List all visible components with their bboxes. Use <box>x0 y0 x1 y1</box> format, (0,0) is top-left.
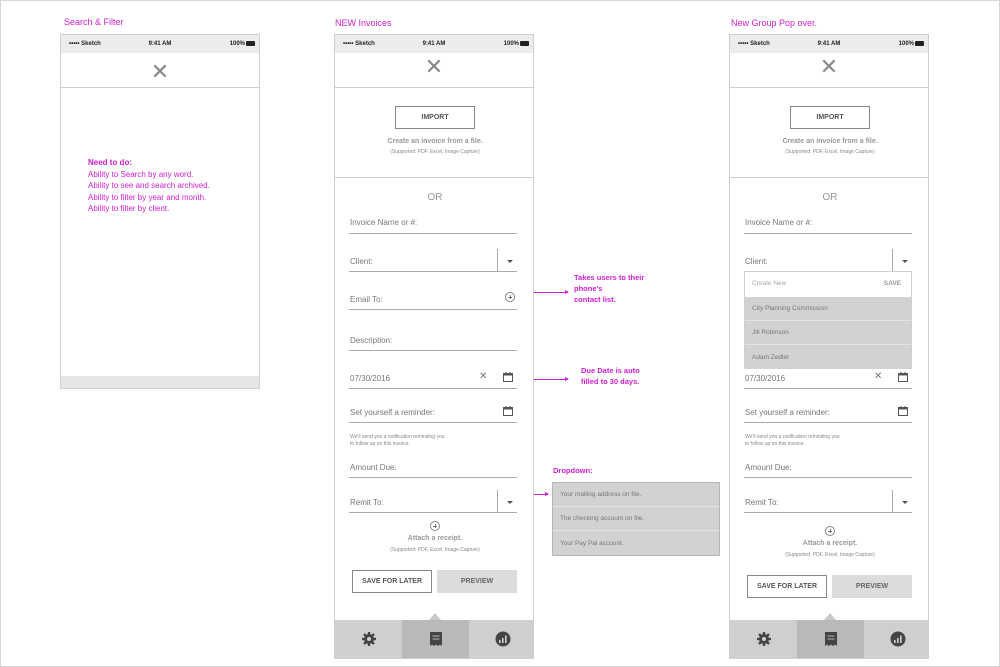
create-new-input[interactable]: Create New <box>752 280 787 287</box>
preview-button[interactable]: PREVIEW <box>832 575 912 598</box>
due-date-annotation <box>581 365 640 387</box>
or-label: OR <box>427 192 443 203</box>
import-divider <box>335 177 533 178</box>
bottom-bar <box>61 376 260 389</box>
email-field[interactable]: Email To: <box>350 295 383 304</box>
calendar-icon[interactable] <box>898 406 908 416</box>
dropdown-separator <box>892 249 893 271</box>
field-underline <box>744 233 912 234</box>
field-underline <box>349 350 517 351</box>
annotation-arrow <box>534 292 568 293</box>
tab-invoices[interactable] <box>797 620 864 658</box>
invoice-name-field[interactable]: Invoice Name or #: <box>350 218 418 227</box>
import-title: Create an invoice from a file. <box>782 138 878 145</box>
amount-due-field[interactable]: Amount Due: <box>745 463 792 472</box>
status-bar <box>335 35 533 53</box>
field-underline <box>744 422 912 423</box>
tab-stats[interactable] <box>864 620 929 658</box>
field-underline <box>349 422 517 423</box>
status-bar <box>730 35 928 53</box>
reminder-note: to follow up on this invoice. <box>350 441 410 447</box>
dropdown-separator <box>892 490 893 512</box>
reminder-note: We'll send you a notification reminding you <box>745 434 840 440</box>
reminder-field[interactable]: Set yourself a reminder: <box>745 408 830 417</box>
carrier-label: ••••• Sketch <box>69 41 101 47</box>
dropdown-title: Dropdown: <box>553 466 593 475</box>
field-underline <box>349 512 517 513</box>
preview-button[interactable]: PREVIEW <box>437 570 517 593</box>
attach-receipt-icon[interactable] <box>825 526 835 536</box>
status-bar <box>61 35 259 53</box>
header-divider <box>61 87 259 88</box>
carrier-label: ••••• Sketch <box>343 41 375 47</box>
annotation-line: Takes users to their <box>574 273 645 282</box>
new-group-popover-screen <box>729 34 929 659</box>
due-date-field[interactable]: 07/30/2016 <box>350 374 391 383</box>
battery-icon <box>246 41 255 46</box>
todo-notes <box>88 157 210 215</box>
tab-settings[interactable] <box>730 620 797 658</box>
attach-supported: (Supported: PDF, Excel, Image Capture) <box>390 547 480 553</box>
new-invoice-screen <box>334 34 534 659</box>
carrier-label: ••••• Sketch <box>738 41 770 47</box>
todo-item: Ability to filter by year and month. <box>88 192 207 202</box>
close-icon[interactable]: ✕ <box>424 54 444 79</box>
client-field[interactable]: Client: <box>745 257 768 266</box>
battery-label: 100% <box>229 41 245 47</box>
field-underline <box>349 309 517 310</box>
stats-icon <box>495 631 511 647</box>
calendar-icon[interactable] <box>898 372 908 382</box>
import-supported: (Supported: PDF, Excel, Image Capture) <box>390 149 480 155</box>
invoice-icon <box>429 631 443 647</box>
chevron-down-icon[interactable] <box>507 501 513 504</box>
battery-label: 100% <box>898 41 914 47</box>
attach-supported: (Supported: PDF, Excel, Image Capture) <box>785 552 875 558</box>
annotation-line: contact list. <box>574 295 616 304</box>
stats-icon <box>890 631 906 647</box>
gear-icon <box>361 631 377 647</box>
attach-receipt-icon[interactable] <box>430 521 440 531</box>
clear-date-icon[interactable]: ✕ <box>479 371 488 382</box>
gear-icon <box>756 631 772 647</box>
add-contact-icon[interactable] <box>505 292 515 302</box>
active-tab-pointer <box>824 613 836 620</box>
calendar-icon[interactable] <box>503 406 513 416</box>
todo-item: Ability to filter by client. <box>88 204 170 213</box>
reminder-note: We'll send you a notification reminding you <box>350 434 445 440</box>
due-date-field[interactable]: 07/30/2016 <box>745 374 786 383</box>
field-underline <box>349 271 517 272</box>
annotation-line: phone's <box>574 284 603 293</box>
battery-icon <box>915 41 924 46</box>
section-label-invoices: NEW Invoices <box>335 18 392 28</box>
search-filter-screen <box>60 34 260 389</box>
annotation-line: filled to 30 days. <box>581 377 640 386</box>
client-option[interactable]: Adam Zedler <box>745 345 911 369</box>
import-button[interactable]: IMPORT <box>395 106 475 129</box>
field-underline <box>744 512 912 513</box>
calendar-icon[interactable] <box>503 372 513 382</box>
remit-to-field[interactable]: Remit To: <box>350 498 384 507</box>
todo-item: Ability to see and search archived. <box>88 181 210 190</box>
tab-invoices[interactable] <box>402 620 469 658</box>
import-supported: (Supported: PDF, Excel, Image Capture) <box>785 149 875 155</box>
amount-due-field[interactable]: Amount Due: <box>350 463 397 472</box>
todo-item: Ability to Search by any word. <box>88 169 194 179</box>
save-for-later-button[interactable]: SAVE FOR LATER <box>352 570 432 593</box>
dropdown-option[interactable]: Your Pay Pal account. <box>560 539 624 547</box>
time-label: 9:41 AM <box>148 41 172 47</box>
dropdown-separator <box>497 249 498 271</box>
close-icon[interactable]: ✕ <box>150 59 170 84</box>
import-divider <box>730 177 928 178</box>
import-button[interactable]: IMPORT <box>790 106 870 129</box>
save-for-later-button[interactable]: SAVE FOR LATER <box>747 575 827 598</box>
header-divider <box>335 87 533 88</box>
client-option[interactable]: City Planning Commission <box>745 297 911 321</box>
annotation-line: Due Date is auto <box>581 366 640 375</box>
tab-stats[interactable] <box>469 620 534 658</box>
remit-dropdown-panel <box>552 482 720 556</box>
chevron-down-icon[interactable] <box>902 260 908 263</box>
todo-title: Need to do: <box>88 158 132 167</box>
chevron-down-icon[interactable] <box>507 260 513 263</box>
attach-title: Attach a receipt. <box>407 535 463 542</box>
time-label: 9:41 AM <box>422 41 446 47</box>
client-field[interactable]: Client: <box>350 257 373 266</box>
clear-date-icon[interactable]: ✕ <box>874 371 883 382</box>
close-icon[interactable]: ✕ <box>819 54 839 79</box>
dropdown-option[interactable]: The checking account on file. <box>553 507 719 531</box>
attach-title: Attach a receipt. <box>802 540 858 547</box>
contacts-annotation <box>574 272 644 305</box>
section-label-search: Search & Filter <box>64 17 124 27</box>
field-underline <box>744 388 912 389</box>
client-option[interactable]: Jill Robinson <box>745 321 911 345</box>
section-label-group: New Group Pop over. <box>731 18 818 28</box>
header-divider <box>730 87 928 88</box>
field-underline <box>349 233 517 234</box>
dropdown-option[interactable]: Your mailing address on file. <box>553 483 719 507</box>
description-field[interactable]: Description: <box>350 336 393 345</box>
tab-bar <box>730 620 928 658</box>
invoice-name-field[interactable]: Invoice Name or #: <box>745 218 813 227</box>
reminder-note: to follow up on this invoice. <box>745 441 805 447</box>
reminder-field[interactable]: Set yourself a reminder: <box>350 408 435 417</box>
import-title: Create an invoice from a file. <box>387 138 483 145</box>
invoice-icon <box>824 631 838 647</box>
annotation-arrow <box>534 379 568 380</box>
field-underline <box>349 388 517 389</box>
tab-settings[interactable] <box>335 620 402 658</box>
field-underline <box>349 477 517 478</box>
chevron-down-icon[interactable] <box>902 501 908 504</box>
client-popover <box>744 271 912 369</box>
remit-to-field[interactable]: Remit To: <box>745 498 779 507</box>
time-label: 9:41 AM <box>817 41 841 47</box>
active-tab-pointer <box>429 613 441 620</box>
dropdown-separator <box>497 490 498 512</box>
save-group-button[interactable]: SAVE <box>883 280 901 287</box>
tab-bar <box>335 620 533 658</box>
annotation-arrow <box>534 494 548 495</box>
or-label: OR <box>822 192 838 203</box>
battery-label: 100% <box>503 41 519 47</box>
field-underline <box>744 477 912 478</box>
battery-icon <box>520 41 529 46</box>
